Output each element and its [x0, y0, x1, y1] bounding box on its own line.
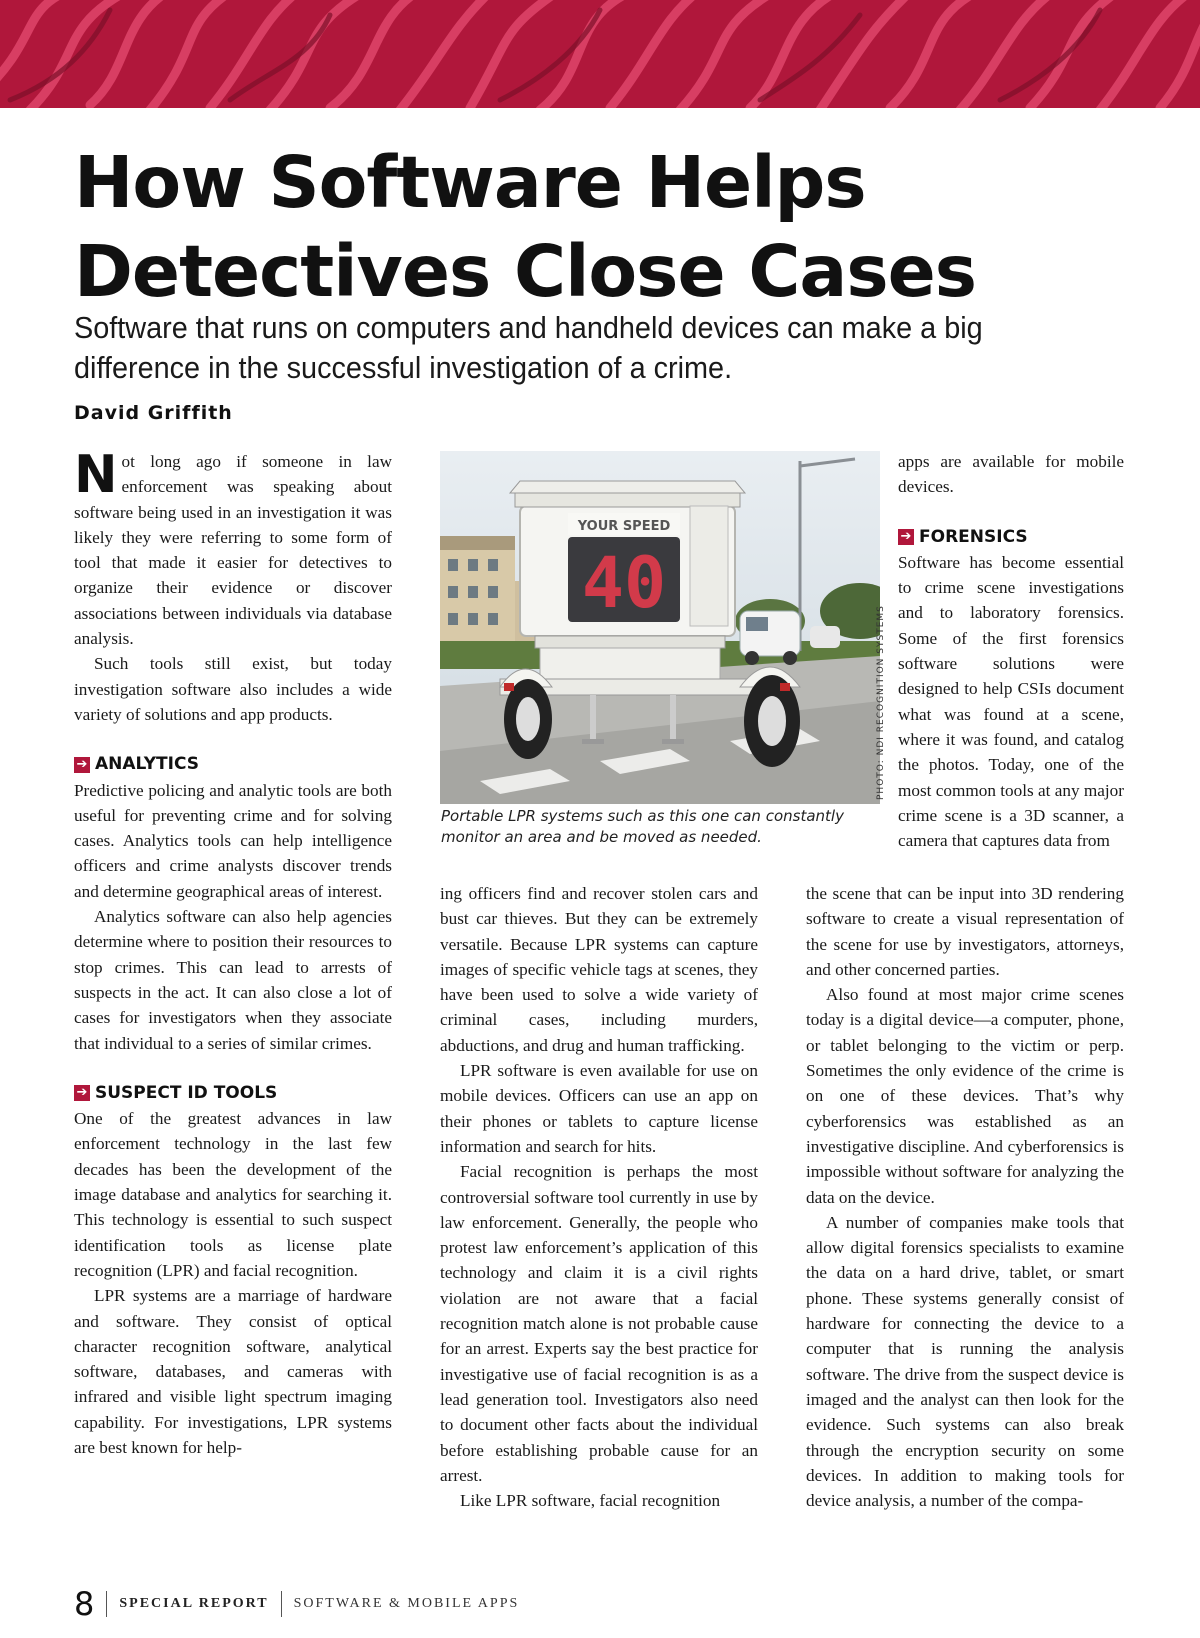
col3-paragraph-0: apps are available for mobile devices.: [898, 452, 1124, 497]
column-3-top: [898, 449, 1124, 853]
col2-paragraph-1: ing officers find and recover stolen cars and bust car thieves. But they can be extremely versatile. Because LPR systems can capture images of specific vehicle tags at scenes, they have been used to solve a wide variety of criminal cases, including murders, abductions, and drug and human trafficking.: [440, 884, 758, 1055]
headline-line-2: Detectives Close Cases: [74, 230, 977, 313]
page-footer: [74, 1585, 519, 1623]
suspect-paragraph-2: LPR systems are a marriage of hardware and software. They consist of optical character recognition software, analytical software, databases, and cameras with infrared and visible light spectrum imaging capability. For investigations, LPR systems are best known for help-: [74, 1286, 392, 1457]
headline-line-1: How Software Helps: [74, 141, 866, 224]
section-heading-analytics-text: ANALYTICS: [95, 754, 199, 775]
section-gap: [74, 727, 392, 752]
section-gap: [74, 1056, 392, 1081]
sign-label: YOUR SPEED: [577, 519, 671, 534]
arrow-right-icon: ➔: [898, 529, 914, 545]
column-1: [74, 445, 392, 1460]
byline: David Griffith: [74, 402, 233, 424]
photo-caption: Portable LPR systems such as this one can constantly monitor an area and be moved as needed.: [441, 807, 844, 846]
article-headline: [74, 138, 1134, 316]
section-gap: [898, 500, 1124, 525]
banner-pattern: [0, 0, 1200, 108]
col2-paragraph-3: Facial recognition is perhaps the most controversial software tool currently in use by law enforcement. Generally, the people who protest law enforcement’s application of this technology and claim it is a civil rights violation are not aware that a facial recognition match alone is not probable cause for an arrest. Experts say the best practice for investigative use of facial recognition is as a lead generation tool. Investigators also need to document other facts about the individual before establishing probable cause for an arrest.: [440, 1162, 758, 1485]
col3-paragraph-3: A number of companies make tools that allow digital forensics specialists to examine the data on a hard drive, tablet, or smart phone. These systems generally consist of hardware for connecting the device to a computer that is running the analysis software. The drive from the suspect device is imaged and the analyst can then look for the evidence. Such systems can also break through the encryption security on some devices. In addition to making tools for device analysis, a number of the compa-: [806, 1212, 1124, 1511]
column-3-bottom: [806, 881, 1124, 1513]
suspect-paragraph-1: One of the greatest advances in law enforcement technology in the last few decades has been the development of the image database and analytics for searching it. This technology is essential to such suspect identification tools as license plate recognition (LPR) and facial recognition.: [74, 1109, 392, 1280]
col3-paragraph-2: Also found at most major crime scenes today is a digital device—a computer, phone, or tablet belonging to the victim or perp. Sometimes the only evidence of the crime is on one of these devices. That’s why cyberforensics was established as an investigative discipline. And cyberforensics is impossible without software for analyzing the data on the device.: [806, 985, 1124, 1207]
drop-cap: N: [74, 445, 118, 505]
col2-paragraph-2: LPR software is even available for use on mobile devices. Officers can use an app on their phones or tablets to capture license information and search for hits.: [440, 1061, 758, 1156]
analytics-paragraph-1: Predictive policing and analytic tools are both useful for preventing crime and for solving cases. Analytics tools can help intelligence officers and crime analysts discover trends and determine geographical areas of interest.: [74, 780, 392, 901]
forensics-paragraph-1-top: Software has become essential to crime scene investigations and to laboratory forensics. Some of the first forensics software solutions were designed to help CSIs document what was found at a scene, where it was found, and catalog the photos. Today, one of the most common tools at any major crime scene is a 3D scanner, a camera that captures data from: [898, 552, 1124, 851]
section-heading-suspect-id: [74, 1081, 392, 1106]
arrow-right-icon: ➔: [74, 757, 90, 773]
footer-divider: [281, 1591, 282, 1617]
footer-section: SPECIAL REPORT: [119, 1596, 269, 1611]
photo-credit: PHOTO: NDI RECOGNITION SYSTEMS: [876, 605, 886, 800]
column-2: [440, 881, 758, 1513]
intro-paragraph-2: Such tools still exist, but today investigation software also includes a wide variety of solutions and app products.: [74, 654, 392, 724]
analytics-paragraph-2: Analytics software can also help agencies determine where to position their resources to stop crimes. This can lead to arrests of suspects in the act. It can also close a lot of cases for investigators when they associate that individual to a series of similar crimes.: [74, 907, 392, 1053]
section-heading-analytics: [74, 752, 392, 777]
article-deck: Software that runs on computers and handheld devices can make a big difference in the successful investigation of a crime.: [74, 310, 983, 385]
footer-topic: SOFTWARE & MOBILE APPS: [293, 1596, 520, 1611]
section-heading-forensics: [898, 525, 1124, 550]
col2-paragraph-4: Like LPR software, facial recognition: [460, 1491, 721, 1511]
intro-paragraph-1-text: ot long ago if someone in law enforcement was speaking about software being used in an investigation it was likely they were referring to some form of tool that made it easier for detectives to organize their evidence or discover associations between individuals via database analysis.: [74, 452, 392, 649]
header-banner: [0, 0, 1200, 108]
page-number: 8: [74, 1585, 95, 1623]
forensics-paragraph-1-bottom: the scene that can be input into 3D rendering software to create a visual representation of the scene for use by investigators, attorneys, and other concerned parties.: [806, 884, 1124, 979]
lpr-trailer-photo: [440, 451, 880, 804]
lpr-trailer-illustration: [440, 451, 880, 804]
section-heading-suspect-id-text: SUSPECT ID TOOLS: [95, 1082, 278, 1103]
footer-divider: [106, 1591, 107, 1617]
intro-paragraph-1: [74, 445, 392, 651]
speed-readout: 40: [581, 542, 667, 624]
section-heading-forensics-text: FORENSICS: [919, 526, 1028, 547]
arrow-right-icon: ➔: [74, 1085, 90, 1101]
